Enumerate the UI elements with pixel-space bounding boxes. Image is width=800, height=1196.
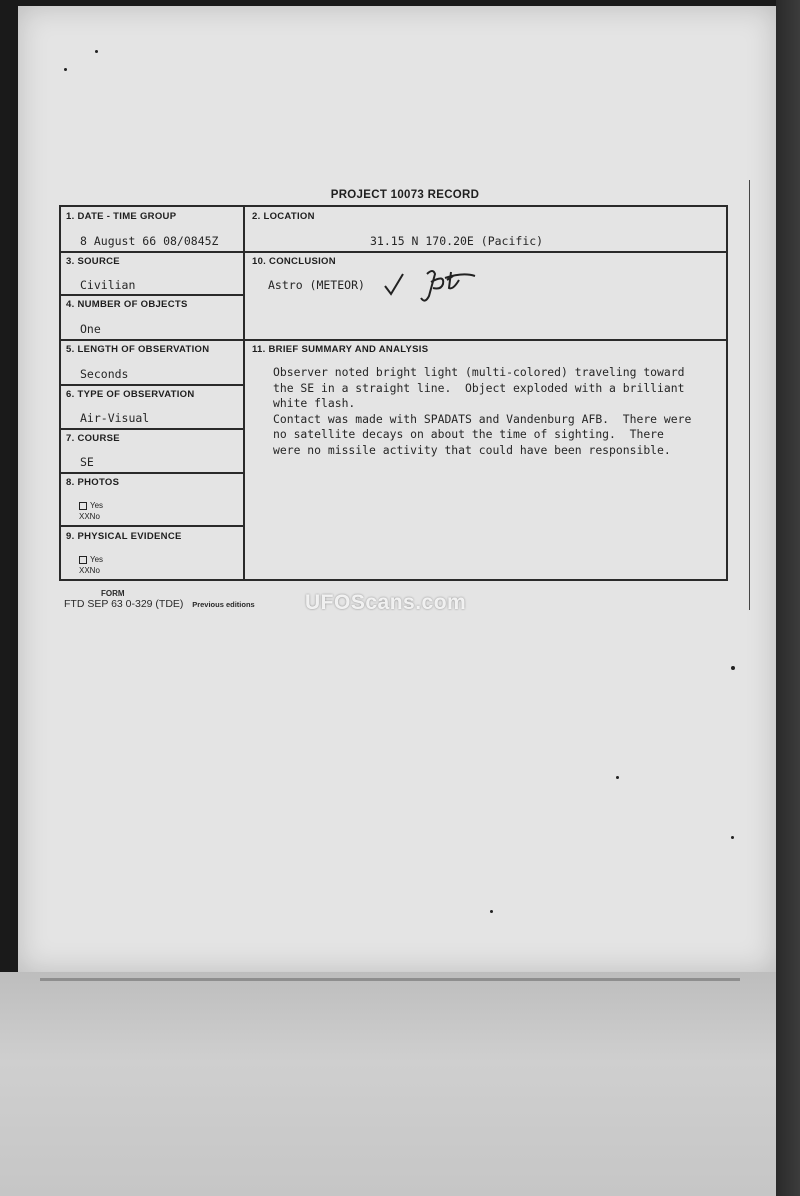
location-value: 31.15 N 170.20E (Pacific) bbox=[370, 234, 544, 248]
summary-text bbox=[273, 365, 735, 459]
checkbox-icon bbox=[79, 556, 87, 564]
summary-line: white flash. bbox=[273, 396, 356, 411]
length-of-observation-value: Seconds bbox=[80, 367, 129, 381]
length-of-observation-label: 5. LENGTH OF OBSERVATION bbox=[66, 344, 210, 355]
location-label: 2. LOCATION bbox=[252, 211, 315, 222]
conclusion-value: Astro (METEOR) bbox=[268, 278, 365, 292]
summary-line: Contact was made with SPADATS and Vandenburg AFB. There were bbox=[273, 411, 692, 426]
type-of-observation-value: Air-Visual bbox=[80, 411, 150, 425]
date-time-group-label: 1. DATE - TIME GROUP bbox=[66, 211, 177, 222]
checkbox-icon bbox=[79, 502, 87, 510]
course-label: 7. COURSE bbox=[66, 433, 120, 444]
form-outer-edge bbox=[749, 180, 750, 610]
footer-form-label: FORM bbox=[101, 589, 125, 598]
row-divider bbox=[59, 525, 245, 527]
summary-line: were no missile activity that could have been responsible. bbox=[273, 442, 671, 457]
summary-line: no satellite decays on about the time of sighting. There bbox=[273, 427, 664, 442]
source-label: 3. SOURCE bbox=[66, 256, 120, 267]
conclusion-label: 10. CONCLUSION bbox=[252, 256, 336, 267]
source-value: Civilian bbox=[80, 278, 136, 292]
summary-line: the SE in a straight line. Object exploded with a brilliant bbox=[273, 380, 685, 395]
course-value: SE bbox=[80, 455, 94, 469]
photos-no-option: XXNo bbox=[79, 512, 100, 521]
type-of-observation-label: 6. TYPE OF OBSERVATION bbox=[66, 389, 195, 400]
number-of-objects-value: One bbox=[80, 322, 101, 336]
scan-edge bbox=[776, 0, 800, 1196]
row-divider bbox=[59, 384, 245, 386]
row-divider bbox=[59, 428, 245, 430]
number-of-objects-label: 4. NUMBER OF OBJECTS bbox=[66, 299, 188, 310]
row-divider bbox=[59, 294, 245, 296]
record-title: PROJECT 10073 RECORD bbox=[330, 189, 480, 201]
physical-evidence-no-option: XXNo bbox=[79, 566, 100, 575]
photos-yes-option: Yes bbox=[79, 501, 103, 510]
row-divider bbox=[59, 251, 728, 253]
speck bbox=[731, 666, 735, 670]
date-time-group-value: 8 August 66 08/0845Z bbox=[80, 234, 219, 248]
footer-form-id: FTD SEP 63 0-329 (TDE) Previous editions bbox=[64, 598, 255, 610]
speck bbox=[95, 50, 98, 53]
scan-background-strip bbox=[0, 972, 800, 1196]
speck bbox=[616, 776, 619, 779]
photos-label: 8. PHOTOS bbox=[66, 477, 120, 488]
speck bbox=[490, 910, 493, 913]
summary-line: Observer noted bright light (multi-colored) traveling toward bbox=[273, 365, 685, 379]
row-divider bbox=[59, 339, 728, 341]
summary-label: 11. BRIEF SUMMARY AND ANALYSIS bbox=[252, 344, 429, 355]
speck bbox=[64, 68, 67, 71]
physical-evidence-yes-option: Yes bbox=[79, 555, 103, 564]
watermark: UFOScans.com bbox=[305, 591, 467, 614]
row-divider bbox=[59, 472, 245, 474]
signature-mark-icon bbox=[383, 266, 483, 306]
speck bbox=[731, 836, 734, 839]
physical-evidence-label: 9. PHYSICAL EVIDENCE bbox=[66, 531, 182, 542]
